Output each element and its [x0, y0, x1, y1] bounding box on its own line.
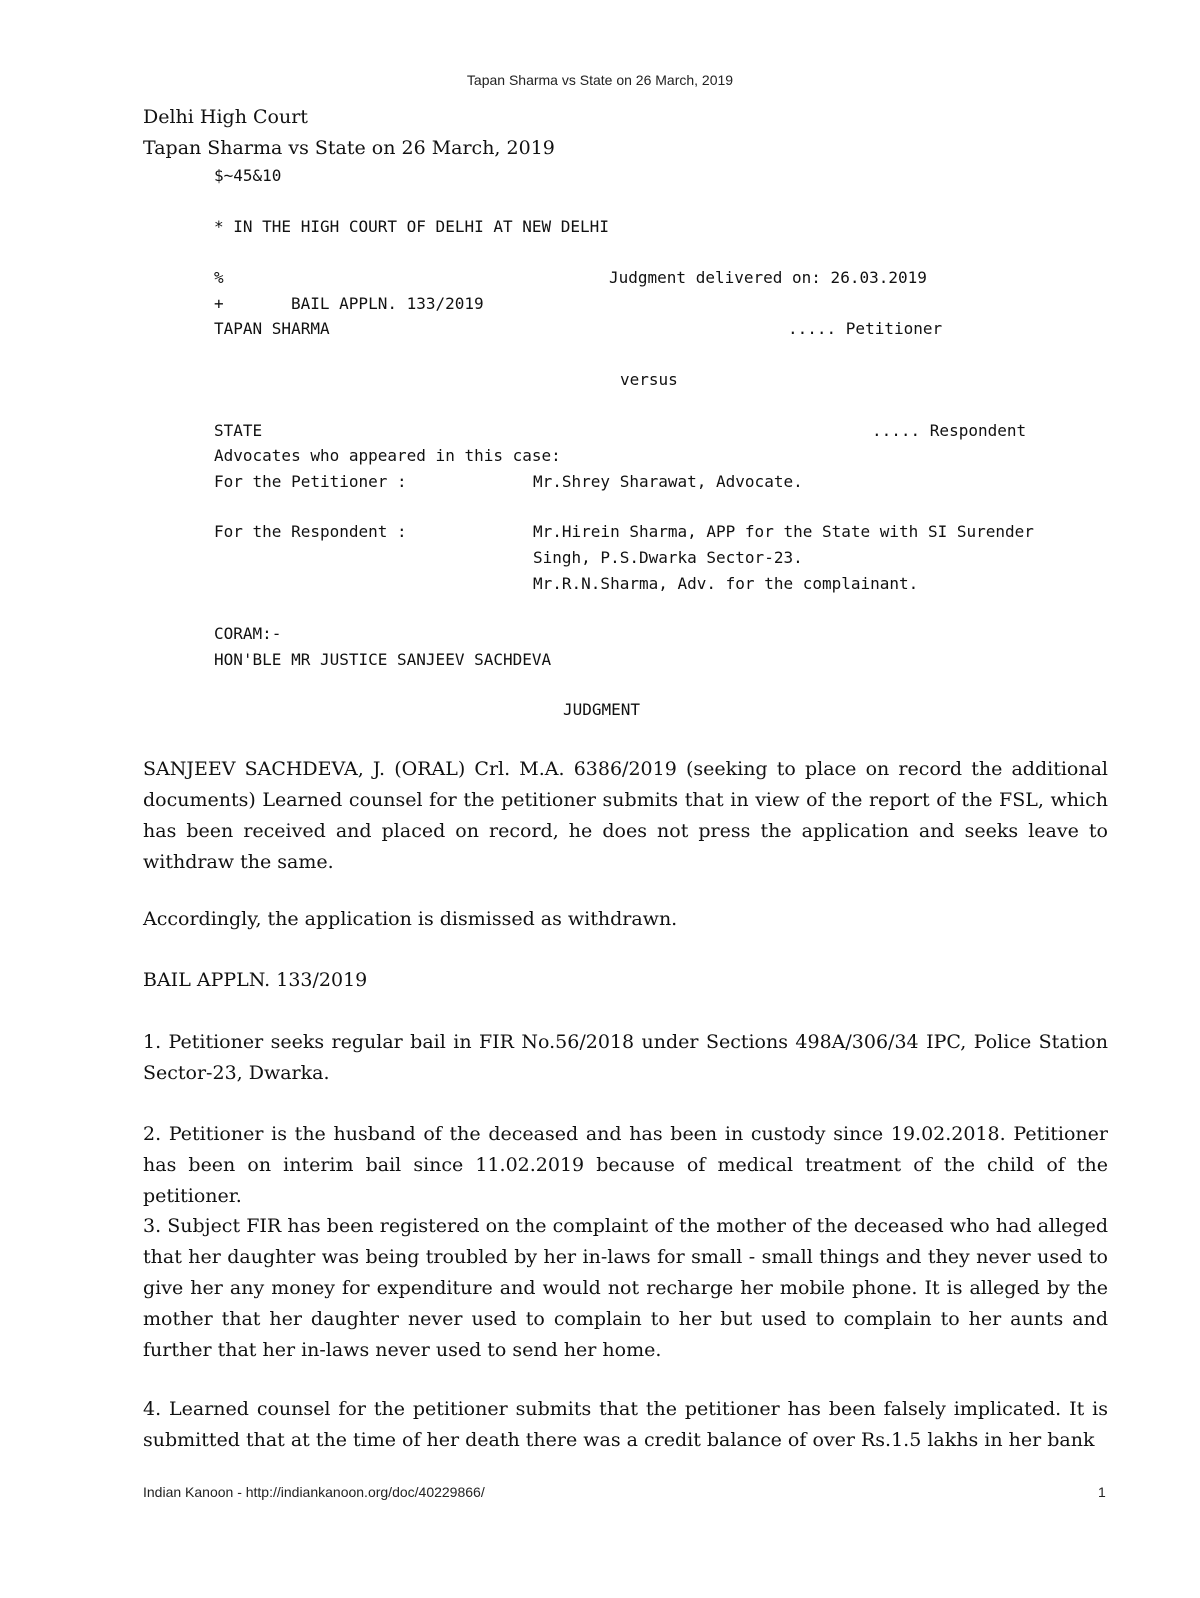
petitioner-role: ..... Petitioner [788, 319, 943, 338]
advocates-heading: Advocates who appeared in this case: [214, 446, 561, 465]
paragraph-4: 4. Learned counsel for the petitioner submits that the petitioner has been falsely implicated. It is submitted that at the time of her death there was a credit balance of over Rs.1.5 lakhs in her bank [143, 1398, 1108, 1451]
reference-code: $~45&10 [214, 166, 282, 185]
for-respondent-line-2: Singh, P.S.Dwarka Sector-23. [533, 548, 803, 567]
running-header: Tapan Sharma vs State on 26 March, 2019 [466, 72, 734, 88]
for-respondent-line-3: Mr.R.N.Sharma, Adv. for the complainant. [533, 574, 919, 593]
for-respondent-line-1: Mr.Hirein Sharma, APP for the State with SI Surender [533, 522, 1034, 541]
for-petitioner-label: For the Petitioner : [214, 472, 407, 491]
court-name: Delhi High Court [143, 106, 308, 128]
petitioner-name: TAPAN SHARMA [214, 319, 330, 338]
judgment-heading: JUDGMENT [563, 700, 641, 719]
judgment-delivered-date: Judgment delivered on: 26.03.2019 [609, 268, 927, 287]
paragraph-3: 3. Subject FIR has been registered on the complaint of the mother of the deceased who had alleged that her daughter was being troubled by her in-laws for small - small things and they never used to give her any money for expenditure and would not recharge her mobile phone. It is alleged by the mother that her daughter never used to complain to her but used to complain to her aunts and further that her in-laws never used to send her home. [143, 1215, 1108, 1361]
judge-name: HON'BLE MR JUSTICE SANJEEV SACHDEVA [214, 650, 552, 669]
page-number: 1 [1098, 1484, 1106, 1500]
paragraph-dismissed: Accordingly, the application is dismissed as withdrawn. [143, 908, 678, 930]
coram-label: CORAM:- [214, 624, 282, 643]
versus-label: versus [620, 370, 678, 389]
paragraph-1: 1. Petitioner seeks regular bail in FIR No.56/2018 under Sections 498A/306/34 IPC, Police Station Sector-23, Dwarka. [143, 1031, 1108, 1084]
bail-application-heading: BAIL APPLN. 133/2019 [143, 969, 368, 991]
paragraph-intro: SANJEEV SACHDEVA, J. (ORAL) Crl. M.A. 6386/2019 (seeking to place on record the additional documents) Learned counsel for the petitioner submits that in view of the report of the FSL, which has been received and placed on record, he does not press the application and seeks leave to withdraw the same. [143, 758, 1108, 873]
footer-source: Indian Kanoon - http://indiankanoon.org/doc/40229866/ [143, 1484, 485, 1500]
paragraph-2: 2. Petitioner is the husband of the deceased and has been in custody since 19.02.2018. Petitioner has been on interim bail since 11.02.2019 because of medical treatment of the child of the petitioner. [143, 1123, 1108, 1207]
for-respondent-label: For the Respondent : [214, 522, 407, 541]
court-line: * IN THE HIGH COURT OF DELHI AT NEW DELHI [214, 217, 609, 236]
plus-mark: + [214, 294, 224, 313]
case-number: BAIL APPLN. 133/2019 [291, 294, 484, 313]
respondent-role: ..... Respondent [872, 421, 1027, 440]
respondent-name: STATE [214, 421, 263, 440]
case-title: Tapan Sharma vs State on 26 March, 2019 [143, 137, 555, 159]
percent-mark: % [214, 268, 224, 287]
for-petitioner-advocate: Mr.Shrey Sharawat, Advocate. [533, 472, 803, 491]
